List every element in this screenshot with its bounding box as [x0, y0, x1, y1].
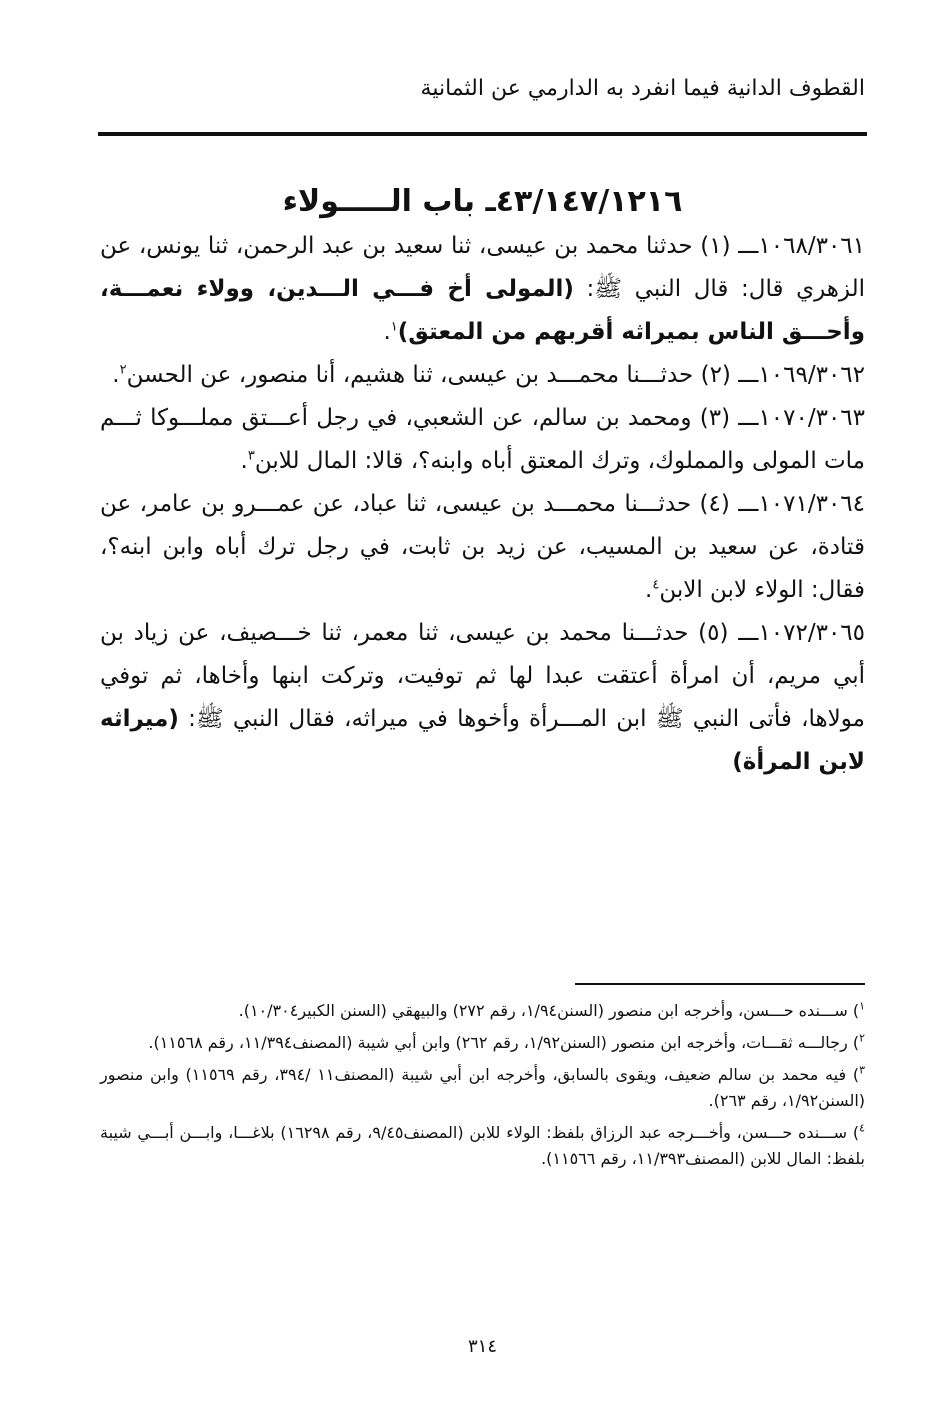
hadith-text: ١٠٧١/٣٠٦٤ـــ (٤) حدثـــنا محمـــد بن عيسى، ثنا عباد، عن عمـــرو بن عامر، عن قتادة، عن سعيد بن المسيب، عن زيد بن ثابت، في رجل ترك أباه وابن ابنه؟، فقال: الولاء لابن الابن [100, 491, 866, 603]
hadith-end: . [112, 362, 120, 388]
running-head: القطوف الدانية فيما انفرد به الدارمي عن الثمانية [420, 76, 865, 101]
footnote-separator [575, 983, 865, 985]
hadith-text: ١٠٦٩/٣٠٦٢ـــ (٢) حدثـــنا محمـــد بن عيسى، ثنا هشيم، أنا منصور، عن الحسن [126, 362, 865, 388]
footnote-text: ســـنده حـــسن، وأخرجه ابن منصور (السنن١/٩٤، رقم ٢٧٢) والبيهقي (السنن الكبير١٠/٣٠٤). [238, 1001, 848, 1020]
page-number: ٣١٤ [467, 1336, 497, 1357]
footnote-text: رجالـــه ثقـــات، وأخرجه ابن منصور (السنن١/٩٢، رقم ٢٦٢) وابن أبي شيبة (المصنف١١/٣٩٤، رقم ١١٥٦٨). [148, 1033, 848, 1052]
footnote: $^٤$) ســـنده حـــسن، وأخـــرجه عبد الرزاق بلفظ: الولاء للابن (المصنف٩/٤٥، رقم ١٦٢٩٨) بلاغـــا، وابـــن أبـــي شيبة بلفظ: المال للابن (المصنف١١/٣٩٣، رقم ١١٥٦٦). [100, 1121, 866, 1168]
footnote-number: ٤ [859, 1121, 866, 1135]
footnote-number: ٢ [859, 1031, 865, 1045]
footnote-reference[interactable]: ٤ [652, 577, 660, 593]
hadith-matn: (ميراثه لابن المرأة) [100, 706, 865, 775]
book-page [100, 0, 865, 1411]
hadith-matn: (المولى أخ فـــي الـــدين، وولاء نعمـــة، وأحـــق الناس بميراثه أقربهم من المعتق) [100, 276, 865, 345]
hadith-text: ١٠٧٠/٣٠٦٣ـــ (٣) ومحمد بن سالم، عن الشعبي، في رجل أعـــتق مملـــوكا ثـــم مات المولى والمملوك، وترك المعتق أباه وابنه؟، قالا: المال للابن [100, 405, 866, 474]
footnote-text: ســـنده حـــسن، وأخـــرجه عبد الرزاق بلفظ: الولاء للابن (المصنف٩/٤٥، رقم ١٦٢٩٨) بلاغـــا، وابـــن أبـــي شيبة بلفظ: المال للابن (المصنف١١/٣٩٣، رقم ١١٥٦٦). [100, 1123, 865, 1168]
hadith-text: ١٠٧٢/٣٠٦٥ـــ (٥) حدثـــنا محمد بن عيسى، ثنا معمر، ثنا خـــصيف، عن زياد بن أبي مريم، أن امرأة أعتقت عبدا لها ثم توفيت، وتركت ابنها وأخاها، ثم توفي مولاها، فأتى النبي ﷺ ابن المـــرأة وأخوها في ميراثه، فقال النبي ﷺ: [100, 620, 866, 732]
hadith-body [100, 225, 865, 784]
hadith-paragraph [100, 354, 865, 397]
footnote: $^٢$) رجالـــه ثقـــات، وأخرجه ابن منصور (السنن١/٩٢، رقم ٢٦٢) وابن أبي شيبة (المصنف١١/٣٩٤، رقم ١١٥٦٨). [148, 1031, 865, 1052]
footnote-text: فيه محمد بن سالم ضعيف، ويقوى بالسابق، وأخرجه ابن أبي شيبة (المصنف١١ /٣٩٤، رقم ١١٥٦٩) وابن منصور (السنن١/٩٢، رقم ٢٦٣). [100, 1065, 865, 1110]
hadith-paragraph [100, 483, 865, 612]
footnote-reference[interactable]: ١ [390, 319, 398, 335]
hadith-paragraph [100, 225, 865, 354]
hadith-end: . [383, 319, 391, 345]
hadith-end: . [240, 448, 248, 474]
chapter-title: ٤٣/١٤٧/١٢١٦ـ باب الـــــولاء [282, 184, 683, 219]
footnote-number: ١ [859, 999, 865, 1013]
hadith-paragraph [100, 397, 865, 483]
footnote-reference[interactable]: ٣ [247, 448, 255, 464]
hadith-end: . [645, 577, 653, 603]
header-rule [98, 132, 867, 136]
footnote-reference[interactable]: ٢ [119, 362, 127, 378]
footnote: $^١$) ســـنده حـــسن، وأخرجه ابن منصور (السنن١/٩٤، رقم ٢٧٢) والبيهقي (السنن الكبير١٠/٣٠٤). [238, 999, 865, 1020]
footnote-number: ٣ [859, 1063, 866, 1077]
hadith-paragraph [100, 612, 865, 784]
footnotes [100, 998, 865, 1178]
footnote: $^٣$) فيه محمد بن سالم ضعيف، ويقوى بالسابق، وأخرجه ابن أبي شيبة (المصنف١١ /٣٩٤، رقم ١١٥٦٩) وابن منصور (السنن١/٩٢، رقم ٢٦٣). [100, 1063, 866, 1110]
hadith-text: ١٠٦٨/٣٠٦١ـــ (١) حدثنا محمد بن عيسى، ثنا سعيد بن عبد الرحمن، ثنا يونس، عن الزهري قال: قال النبي ﷺ: [100, 233, 865, 302]
